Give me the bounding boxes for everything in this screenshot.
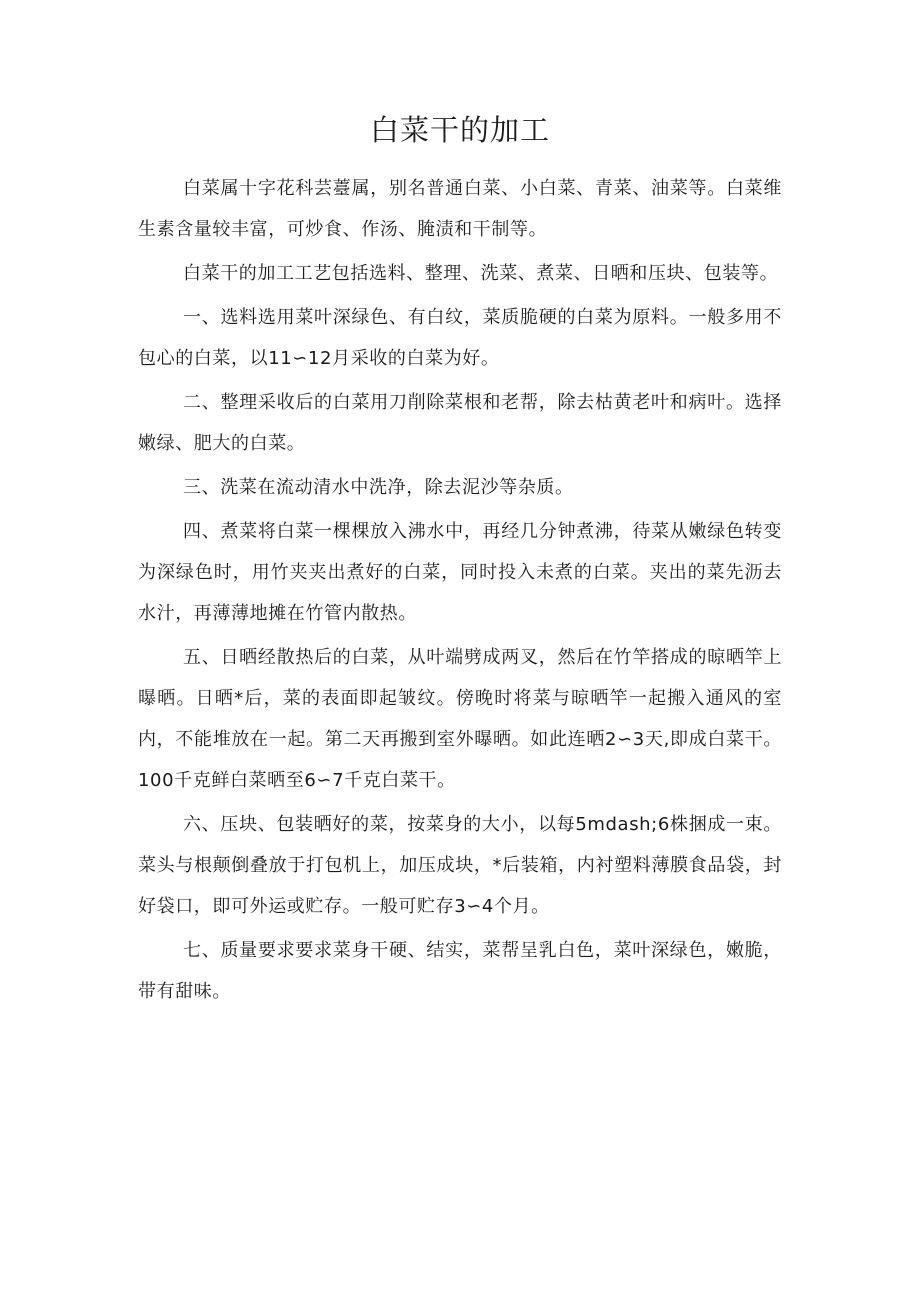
paragraph-step-quality: 七、质量要求要求菜身干硬、结实，菜帮呈乳白色，菜叶深绿色，嫩脆，带有甜味。: [138, 940, 782, 1002]
paragraph-process-overview: 白菜干的加工工艺包括选料、整理、洗菜、煮菜、日晒和压块、包装等。: [183, 263, 779, 284]
document-title: 白菜干的加工: [369, 113, 550, 147]
paragraph-intro: 白菜属十字花科芸薹属，别名普通白菜、小白菜、青菜、油菜等。白菜维生素含量较丰富，可炒食、作汤、腌渍和干制等。: [138, 178, 782, 240]
paragraph-step-trimming: 二、整理采收后的白菜用刀削除菜根和老帮，除去枯黄老叶和病叶。选择嫩绿、肥大的白菜。: [138, 392, 782, 454]
paragraph-step-washing: 三、洗菜在流动清水中洗净，除去泥沙等杂质。: [183, 477, 574, 498]
paragraph-step-drying: 五、日晒经散热后的白菜，从叶端劈成两叉，然后在竹竿搭成的晾晒竿上曝晒。日晒*后，菜的表面即起皱纹。傍晚时将菜与晾晒竿一起搬入通风的室内，不能堆放在一起。第二天再搬到室外曝晒。如此连晒2∽3天,即成白菜干。100千克鲜白菜晒至6∽7千克白菜干。: [138, 647, 782, 791]
document-body: [138, 168, 782, 1015]
paragraph-step-selection: 一、选料选用菜叶深绿色、有白纹，菜质脆硬的白菜为原料。一般多用不包心的白菜，以11∽12月采收的白菜为好。: [138, 307, 782, 369]
paragraph-step-pressing: 六、压块、包装晒好的菜，按菜身的大小，以每5mdash;6株捆成一束。菜头与根颠倒叠放于打包机上，加压成块，*后装箱，内衬塑料薄膜食品袋，封好袋口，即可外运或贮存。一般可贮存3∽4个月。: [138, 814, 782, 917]
paragraph-step-boiling: 四、煮菜将白菜一棵棵放入沸水中，再经几分钟煮沸，待菜从嫩绿色转变为深绿色时，用竹夹夹出煮好的白菜，同时投入未煮的白菜。夹出的菜先沥去水汁，再薄薄地摊在竹管内散热。: [138, 521, 782, 624]
